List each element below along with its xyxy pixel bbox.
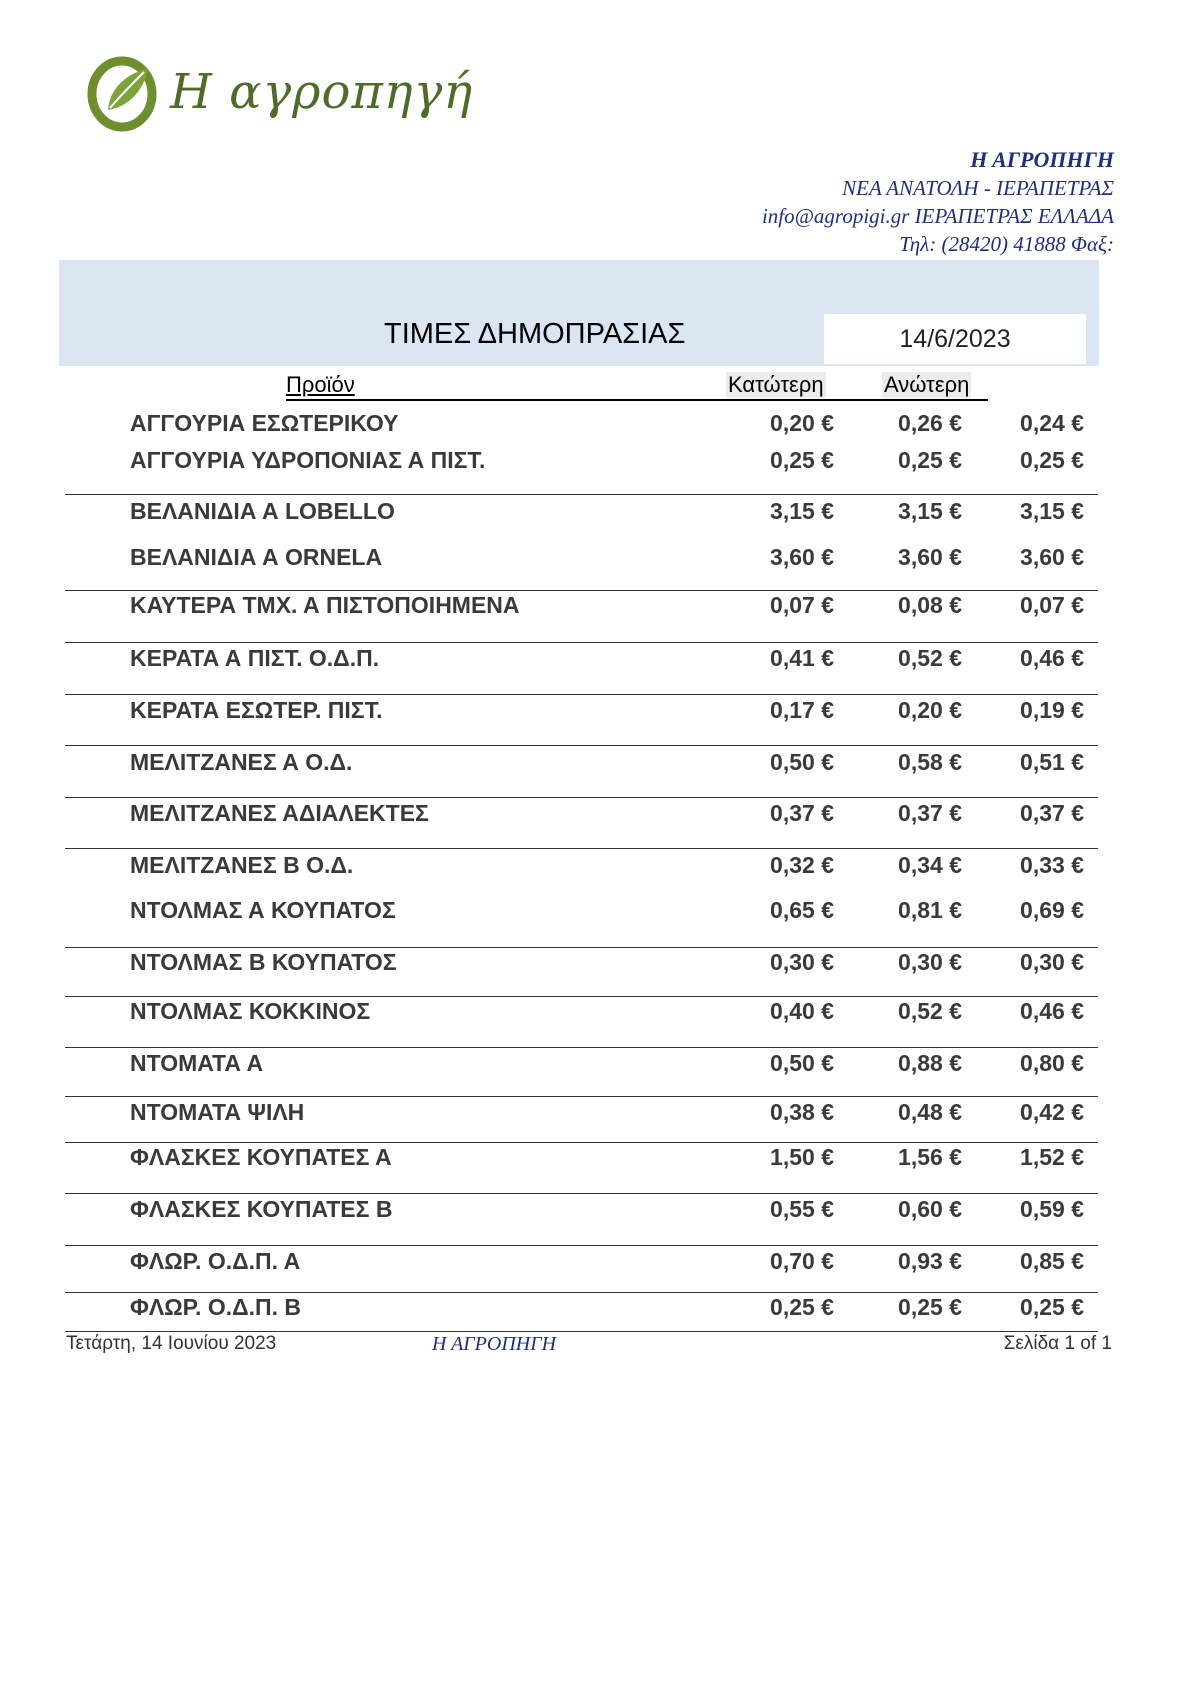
price-low: 0,55 € <box>770 1196 834 1222</box>
price-high: 0,37 € <box>898 800 962 826</box>
table-row <box>0 949 1200 981</box>
row-divider <box>65 494 1098 495</box>
price-average: 0,42 € <box>1020 1099 1084 1125</box>
price-low: 0,30 € <box>770 949 834 975</box>
product-name: ΝΤΟΛΜΑΣ Β ΚΟΥΠΑΤΟΣ <box>130 949 397 975</box>
page-title: ΤΙΜΕΣ ΔΗΜΟΠΡΑΣΙΑΣ <box>384 318 686 350</box>
table-row <box>0 410 1200 442</box>
price-high: 0,48 € <box>898 1099 962 1125</box>
table-row <box>0 697 1200 729</box>
product-name: ΦΛΩΡ. Ο.Δ.Π. Β <box>130 1294 302 1320</box>
row-divider <box>65 745 1098 746</box>
company-email-line: info@agropigi.gr ΙΕΡΑΠΕΤΡΑΣ ΕΛΛΑΔΑ <box>761 204 1114 228</box>
price-average: 3,15 € <box>1020 498 1084 524</box>
table-row <box>0 1099 1200 1131</box>
price-low: 3,60 € <box>770 544 834 570</box>
price-average: 0,46 € <box>1020 998 1084 1024</box>
price-average: 0,30 € <box>1020 949 1084 975</box>
row-divider <box>65 947 1098 948</box>
row-divider <box>65 1245 1098 1246</box>
company-info <box>762 146 1114 258</box>
price-low: 0,25 € <box>770 1294 834 1320</box>
product-name: ΑΓΓΟΥΡΙΑ ΕΣΩΤΕΡΙΚΟΥ <box>130 410 399 436</box>
row-divider <box>65 1292 1098 1293</box>
table-row <box>0 447 1200 479</box>
price-high: 0,08 € <box>898 592 962 618</box>
price-high: 0,34 € <box>898 852 962 878</box>
table-row <box>0 1144 1200 1176</box>
product-name: ΜΕΛΙΤΖΑΝΕΣ Β Ο.Δ. <box>130 852 354 878</box>
logo-text: Η αγροπηγή <box>170 64 474 120</box>
header-underline <box>286 399 988 401</box>
price-average: 3,60 € <box>1020 544 1084 570</box>
company-logo <box>84 52 474 152</box>
price-high: 0,52 € <box>898 998 962 1024</box>
price-average: 0,46 € <box>1020 645 1084 671</box>
table-row <box>0 645 1200 677</box>
price-low: 0,50 € <box>770 749 834 775</box>
row-divider <box>65 642 1098 643</box>
price-low: 3,15 € <box>770 498 834 524</box>
price-average: 0,85 € <box>1020 1248 1084 1274</box>
table-row <box>0 897 1200 929</box>
table-row <box>0 1294 1200 1326</box>
company-phone-line: Τηλ: (28420) 41888 Φαξ: <box>899 232 1114 256</box>
product-name: ΦΛΩΡ. Ο.Δ.Π. Α <box>130 1248 301 1274</box>
price-low: 0,40 € <box>770 998 834 1024</box>
price-average: 0,80 € <box>1020 1050 1084 1076</box>
price-low: 0,50 € <box>770 1050 834 1076</box>
price-low: 0,65 € <box>770 897 834 923</box>
column-header-low: Κατώτερη <box>728 372 824 397</box>
column-header-high: Ανώτερη <box>884 372 970 397</box>
price-low: 0,38 € <box>770 1099 834 1125</box>
price-average: 0,51 € <box>1020 749 1084 775</box>
product-name: ΒΕΛΑΝΙΔΙΑ Α ORNELA <box>130 544 383 570</box>
row-divider <box>65 996 1098 997</box>
product-name: ΚΑΥΤΕΡΑ ΤΜΧ. Α ΠΙΣΤΟΠΟΙΗΜΕΝΑ <box>130 592 520 618</box>
row-divider <box>65 590 1098 591</box>
product-name: ΚΕΡΑΤΑ Α ΠΙΣΤ. Ο.Δ.Π. <box>130 645 380 671</box>
price-high: 0,81 € <box>898 897 962 923</box>
table-row <box>0 1248 1200 1280</box>
company-name: Η ΑΓΡΟΠΗΓΗ <box>970 147 1114 172</box>
price-average: 0,69 € <box>1020 897 1084 923</box>
product-name: ΝΤΟΛΜΑΣ ΚΟΚΚΙΝΟΣ <box>130 998 371 1024</box>
price-low: 0,41 € <box>770 645 834 671</box>
price-average: 0,37 € <box>1020 800 1084 826</box>
price-low: 0,07 € <box>770 592 834 618</box>
price-average: 1,52 € <box>1020 1144 1084 1170</box>
auction-date: 14/6/2023 <box>824 314 1086 364</box>
footer-company: Η ΑΓΡΟΠΗΓΗ <box>432 1333 557 1355</box>
row-divider <box>65 1096 1098 1097</box>
product-name: ΝΤΟΜΑΤΑ ΨΙΛΗ <box>130 1099 305 1125</box>
price-low: 0,20 € <box>770 410 834 436</box>
price-average: 0,24 € <box>1020 410 1084 436</box>
price-average: 0,07 € <box>1020 592 1084 618</box>
footer-page-number: Σελίδα 1 of 1 <box>1003 1333 1112 1354</box>
product-name: ΝΤΟΜΑΤΑ Α <box>130 1050 264 1076</box>
row-divider <box>65 694 1098 695</box>
company-address: ΝΕΑ ΑΝΑΤΟΛΗ - ΙΕΡΑΠΕΤΡΑΣ <box>842 176 1114 200</box>
table-row <box>0 800 1200 832</box>
table-row <box>0 544 1200 576</box>
price-average: 0,59 € <box>1020 1196 1084 1222</box>
product-name: ΜΕΛΙΤΖΑΝΕΣ ΑΔΙΑΛΕΚΤΕΣ <box>130 800 429 826</box>
row-divider <box>65 848 1098 849</box>
price-low: 1,50 € <box>770 1144 834 1170</box>
row-divider <box>65 1047 1098 1048</box>
price-high: 0,25 € <box>898 1294 962 1320</box>
table-row <box>0 852 1200 884</box>
table-row <box>0 749 1200 781</box>
price-high: 0,52 € <box>898 645 962 671</box>
price-average: 0,25 € <box>1020 447 1084 473</box>
price-low: 0,37 € <box>770 800 834 826</box>
product-name: ΒΕΛΑΝΙΔΙΑ Α LOBELLO <box>130 498 395 524</box>
price-average: 0,33 € <box>1020 852 1084 878</box>
price-low: 0,32 € <box>770 852 834 878</box>
price-low: 0,70 € <box>770 1248 834 1274</box>
leaf-icon <box>84 52 164 132</box>
row-divider <box>65 797 1098 798</box>
table-row <box>0 1196 1200 1228</box>
product-name: ΚΕΡΑΤΑ ΕΣΩΤΕΡ. ΠΙΣΤ. <box>130 697 383 723</box>
table-row <box>0 592 1200 624</box>
table-row <box>0 1050 1200 1082</box>
price-high: 3,15 € <box>898 498 962 524</box>
price-high: 0,93 € <box>898 1248 962 1274</box>
price-high: 3,60 € <box>898 544 962 570</box>
table-row <box>0 998 1200 1030</box>
price-high: 0,88 € <box>898 1050 962 1076</box>
product-name: ΑΓΓΟΥΡΙΑ ΥΔΡΟΠΟΝΙΑΣ Α ΠΙΣΤ. <box>130 447 486 473</box>
price-high: 0,20 € <box>898 697 962 723</box>
column-header-product: Προϊόν <box>286 372 355 397</box>
price-high: 1,56 € <box>898 1144 962 1170</box>
price-low: 0,17 € <box>770 697 834 723</box>
table-row <box>0 498 1200 530</box>
price-high: 0,30 € <box>898 949 962 975</box>
footer-divider <box>65 1331 1098 1332</box>
price-low: 0,25 € <box>770 447 834 473</box>
row-divider <box>65 1193 1098 1194</box>
product-name: ΝΤΟΛΜΑΣ Α ΚΟΥΠΑΤΟΣ <box>130 897 396 923</box>
product-name: ΦΛΑΣΚΕΣ ΚΟΥΠΑΤΕΣ Β <box>130 1196 393 1222</box>
price-high: 0,25 € <box>898 447 962 473</box>
price-average: 0,19 € <box>1020 697 1084 723</box>
price-high: 0,60 € <box>898 1196 962 1222</box>
product-name: ΜΕΛΙΤΖΑΝΕΣ Α Ο.Δ. <box>130 749 353 775</box>
price-average: 0,25 € <box>1020 1294 1084 1320</box>
price-high: 0,26 € <box>898 410 962 436</box>
row-divider <box>65 1142 1098 1143</box>
price-high: 0,58 € <box>898 749 962 775</box>
product-name: ΦΛΑΣΚΕΣ ΚΟΥΠΑΤΕΣ Α <box>130 1144 392 1170</box>
footer-date: Τετάρτη, 14 Ιουνίου 2023 <box>66 1333 277 1354</box>
